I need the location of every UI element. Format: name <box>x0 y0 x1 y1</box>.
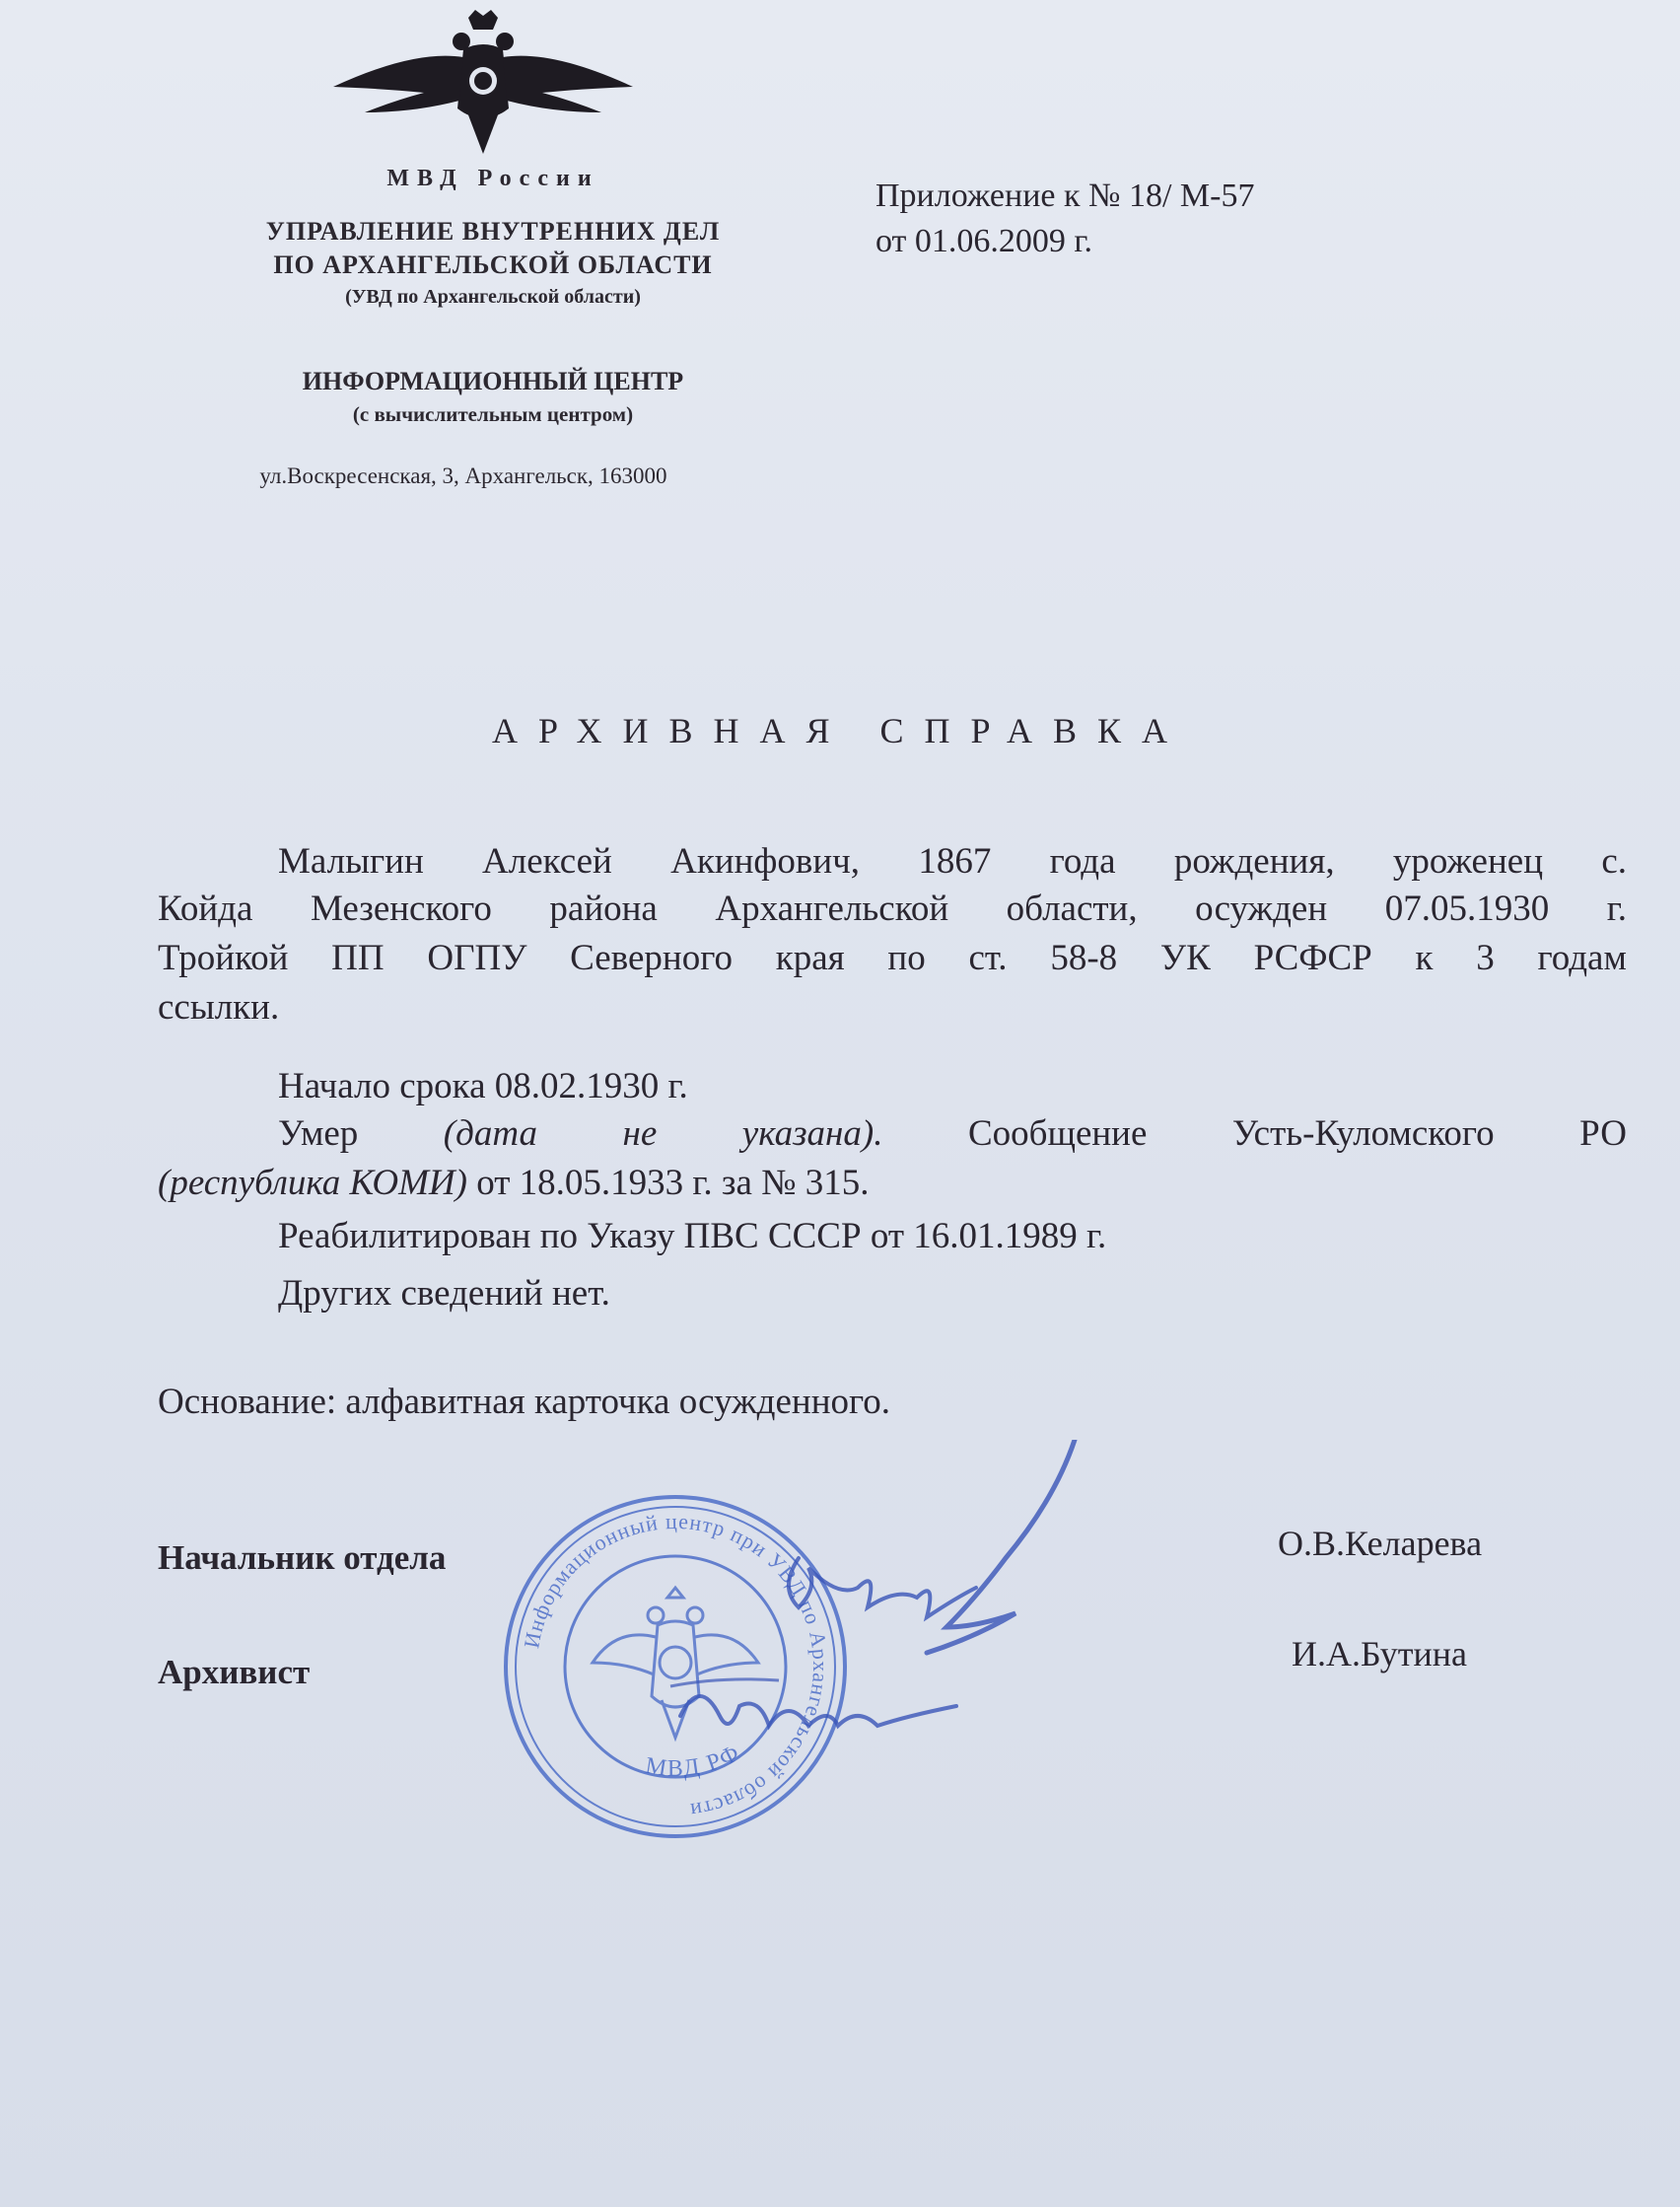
word: по <box>887 938 926 978</box>
word: области, <box>1006 889 1138 929</box>
word: осужден <box>1195 889 1328 929</box>
word: Алексей <box>482 841 612 882</box>
eagle-emblem-icon <box>325 10 641 168</box>
word: ст. <box>968 938 1008 978</box>
word: края <box>775 938 845 978</box>
died-note-word: (дата <box>443 1113 537 1154</box>
no-more-info: Других сведений нет. <box>278 1273 610 1314</box>
message-word: Сообщение <box>967 1113 1148 1154</box>
rehabilitation: Реабилитирован по Указу ПВС СССР от 16.01.1989 г. <box>278 1216 1107 1256</box>
word: Тройкой <box>158 938 289 978</box>
word: годам <box>1537 938 1627 978</box>
archivist-label: Архивист <box>158 1653 311 1691</box>
word: Койда <box>158 889 253 929</box>
word: Северного <box>570 938 733 978</box>
message-word: РО <box>1579 1113 1627 1154</box>
department-line-2: ПО АРХАНГЕЛЬСКОЙ ОБЛАСТИ <box>273 250 713 279</box>
head-of-department-label: Начальник отдела <box>158 1538 447 1577</box>
word: Малыгин <box>278 841 424 882</box>
head-of-department-name: О.В.Келарева <box>1278 1524 1483 1563</box>
message-rest: от 18.05.1933 г. за № 315. <box>466 1163 870 1203</box>
body-line-1 <box>158 840 1627 883</box>
word: 1867 <box>918 841 992 882</box>
stamp-bottom-text: МВД РФ <box>643 1740 745 1782</box>
body-line-3 <box>158 937 1627 979</box>
word: Акинфович, <box>670 841 861 882</box>
word: РСФСР <box>1253 938 1372 978</box>
department-line-1: УПРАВЛЕНИЕ ВНУТРЕННИХ ДЕЛ <box>265 217 721 246</box>
basis: Основание: алфавитная карточка осужденного. <box>158 1382 890 1422</box>
message-line <box>158 1162 1627 1204</box>
archivist-name: И.А.Бутина <box>1292 1634 1468 1673</box>
word: ОГПУ <box>427 938 527 978</box>
death-line <box>158 1112 1627 1155</box>
word: рождения, <box>1173 841 1335 882</box>
stamp-ring-text: Информационный центр при УВД по Архангельской области <box>519 1508 834 1824</box>
body-line-2 <box>158 888 1627 930</box>
center-line-1: ИНФОРМАЦИОННЫЙ ЦЕНТР <box>302 367 684 395</box>
word: Мезенского <box>310 889 492 929</box>
republic-note: (республика КОМИ) <box>158 1163 467 1203</box>
ministry-name: МВД России <box>386 166 599 191</box>
term-start: Начало срока 08.02.1930 г. <box>278 1066 688 1106</box>
body-line-4: ссылки. <box>158 987 280 1028</box>
center-line-2: (с вычислительным центром) <box>352 402 634 426</box>
appendix-number: Приложение к № 18/ М-57 <box>875 178 1255 214</box>
appendix-date: от 01.06.2009 г. <box>875 223 1093 259</box>
word: 07.05.1930 <box>1384 889 1550 929</box>
word: района <box>549 889 658 929</box>
word: к <box>1415 938 1434 978</box>
died-word: Умер <box>278 1113 359 1154</box>
died-note-word: указана). <box>741 1113 883 1154</box>
word: Архангельской <box>715 889 949 929</box>
address: ул.Воскресенская, 3, Архангельск, 163000 <box>259 463 667 488</box>
word: 3 <box>1476 938 1495 978</box>
word: г. <box>1606 889 1627 929</box>
signature-archivist <box>661 1657 986 1765</box>
document-title: АРХИВНАЯ СПРАВКА <box>492 711 1188 750</box>
word: уроженец <box>1392 841 1544 882</box>
word: ПП <box>331 938 385 978</box>
died-note-word: не <box>622 1113 658 1154</box>
word: 58-8 <box>1050 938 1118 978</box>
word: с. <box>1601 841 1627 882</box>
department-line-3: (УВД по Архангельской области) <box>345 286 641 308</box>
word: УК <box>1159 938 1211 978</box>
word: года <box>1049 841 1116 882</box>
message-word: Усть-Куломского <box>1231 1113 1495 1154</box>
